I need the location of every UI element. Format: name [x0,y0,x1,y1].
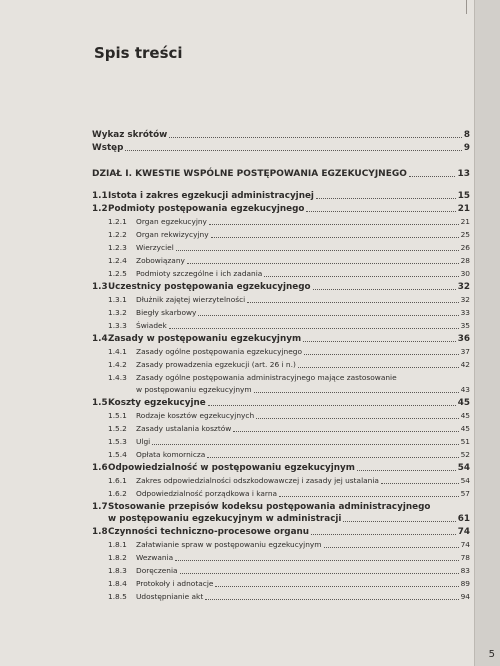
dot-leader [311,534,456,535]
page-edge-strip [474,0,500,666]
toc-entry-number: 1.6 [92,463,108,473]
toc-entry-label [108,423,231,435]
toc-entry-number: 1.8.5 [108,592,127,601]
toc-entry [92,346,470,358]
dot-leader [279,496,459,497]
toc-entry [92,449,470,461]
toc-entry-label [108,255,185,267]
toc-entry-number: 1.2.4 [108,256,127,265]
toc-entry-number: 1.3 [92,282,108,292]
toc-entry-label [108,346,302,358]
toc-entry-text: Dłużnik zajętej wierzytelności [136,295,246,304]
toc-entry-page: 15 [457,191,470,201]
toc-entry-page: 30 [460,269,470,278]
toc-entry-label [108,565,178,577]
dot-leader [209,224,459,225]
toc-entry-page: 8 [463,130,470,140]
toc-entry-page: 52 [460,450,470,459]
toc-entry-page: 32 [460,295,470,304]
toc-entry [92,539,470,551]
toc-entry-label [108,320,167,332]
toc-entry [92,203,470,215]
toc-entry-page: 94 [460,592,470,601]
toc-section-list [92,190,470,371]
page-number: 5 [488,649,495,660]
toc-entry [92,475,470,487]
toc-entry-number: 1.7 [92,502,108,512]
toc-entry-number: 1.4.3 [108,373,127,382]
toc-entry-label [108,539,322,551]
toc-entry-page: 78 [460,553,470,562]
dot-leader [169,137,462,138]
toc-entry-number: 1.2.5 [108,269,127,278]
toc-entry-number: 1.8 [92,527,108,537]
dot-leader [180,573,459,574]
toc-entry-page: 45 [457,398,470,408]
toc-entry-page: 36 [457,334,470,344]
toc-entry-text: Zasady w postępowaniu egzekucyjnym [108,334,302,344]
toc-entry-page: 74 [457,527,470,537]
dot-leader [198,315,458,316]
toc-entry-page: 74 [460,540,470,549]
dot-leader [304,354,459,355]
toc-entry-text: Wierzyciel [136,243,174,252]
toc-entry-text: Świadek [136,321,167,330]
toc-entry-text: Rodzaje kosztów egzekucyjnych [136,411,255,420]
toc-entry-number: 1.2.2 [108,230,127,239]
dot-leader [306,211,455,212]
dot-leader [357,470,456,471]
dot-leader [409,176,456,177]
toc-entry-label [92,526,309,538]
toc-entry-label [108,229,209,241]
toc-entry [92,333,470,345]
toc-entry-number: 1.3.1 [108,295,127,304]
dot-leader [303,341,456,342]
toc-entry-page: 54 [460,476,470,485]
dot-leader [205,599,458,600]
toc-entry-page: 9 [463,143,470,153]
dot-leader [208,405,456,406]
toc-entry-text: Zobowiązany [136,256,185,265]
toc-entry-label [108,436,150,448]
toc-entry-number: 1.2 [92,204,108,214]
toc-entry-text: Odpowiedzialność w postępowaniu egzekucyjnym [108,463,355,473]
toc-entry [92,436,470,448]
toc-entry [92,255,470,267]
toc-entry-number: 1.8.2 [108,553,127,562]
toc-entry-number: 1.5.4 [108,450,127,459]
toc-entry-page: 35 [460,321,470,330]
toc-entry-label [108,578,213,590]
toc-entry-page: 51 [460,437,470,446]
toc-entry-multiline [92,501,470,525]
toc-entry-page: 21 [457,204,470,214]
dot-leader [187,263,459,264]
toc-entry-page: 25 [460,230,470,239]
toc-entry-label [92,462,355,474]
toc-entry-label [92,333,301,345]
toc-entry [92,142,470,154]
toc-entry-label-line2: w postępowaniu egzekucyjnym [136,385,252,394]
dot-leader [247,302,458,303]
toc-entry-text: Podmioty szczególne i ich zadania [136,269,263,278]
toc-entry [92,488,470,500]
toc-entry [92,565,470,577]
toc-entry-text: Wstęp [92,143,124,153]
toc-entry [92,229,470,241]
toc-entry-page: 42 [460,360,470,369]
toc-entry-page: 54 [457,463,470,473]
toc-entry-label [108,268,262,280]
toc-entry-text: Organ egzekucyjny [136,217,207,226]
toc-entry-label [108,359,296,371]
dot-leader [211,237,459,238]
toc-entry-number: 1.8.3 [108,566,127,575]
dot-leader [316,198,456,199]
dot-leader [233,431,458,432]
toc-entry-label [108,449,205,461]
dot-leader [152,444,458,445]
toc-entry-label-line2: w postępowaniu egzekucyjnym w administracji [108,514,342,524]
page-corner-mark [466,0,467,14]
toc-entry-text: Opłata komornicza [136,450,206,459]
toc-entry-page: 33 [460,308,470,317]
toc-section-list [92,526,470,603]
toc-entry-number: 1.4.1 [108,347,127,356]
toc-entry-text: Organ rekwizycyjny [136,230,209,239]
front-matter-list [92,129,470,154]
dot-leader [207,457,458,458]
dot-leader [324,547,459,548]
toc-entry-text: Załatwianie spraw w postępowaniu egzekucyjnym [136,540,322,549]
dot-leader [264,276,458,277]
toc-entry-text: Uczestnicy postępowania egzekucyjnego [108,282,311,292]
toc-entry [92,397,470,409]
dot-leader [176,250,459,251]
toc-entry-number: 1.3.3 [108,321,127,330]
toc-entry-text: Biegły skarbowy [136,308,197,317]
toc-entry [92,359,470,371]
dot-leader [298,367,459,368]
toc-entry-label [108,488,277,500]
toc-entry [92,307,470,319]
toc-entry [92,320,470,332]
toc-entry-page: 32 [457,282,470,292]
toc-entry-number: 1.5.3 [108,437,127,446]
dot-leader [215,586,458,587]
toc-entry [92,129,470,141]
toc-entry-number: 1.1 [92,191,108,201]
toc-entry-text: Istota i zakres egzekucji administracyjnej [108,191,314,201]
dot-leader [175,560,458,561]
toc-entry-label [108,307,196,319]
toc-entry-label [108,591,203,603]
toc-entry-number: 1.4.2 [108,360,127,369]
table-of-contents [92,129,470,604]
dot-leader [169,328,459,329]
toc-entry-number: 1.2.3 [108,243,127,252]
toc-entry-label [108,216,207,228]
toc-entry-label: DZIAŁ I. KWESTIE WSPÓLNE POSTĘPOWANIA EGZEKUCYJNEGO [92,169,407,179]
toc-entry-label [108,294,245,306]
toc-entry-label [92,190,314,202]
toc-entry-number: 1.6.1 [108,476,127,485]
toc-entry [92,462,470,474]
toc-entry-label [108,242,174,254]
dot-leader [343,521,455,522]
toc-section-list [92,397,470,500]
toc-entry-number: 1.3.2 [108,308,127,317]
toc-entry-text: Czynności techniczno-procesowe organu [108,527,310,537]
toc-entry-label [92,281,311,293]
toc-dzial-entry [92,168,470,180]
toc-entry-page: 45 [460,411,470,420]
toc-entry-text: Wezwania [136,553,174,562]
toc-entry-number: 1.5.1 [108,411,127,420]
toc-entry-label [92,203,304,215]
toc-entry-number: 1.6.2 [108,489,127,498]
toc-entry-label [92,397,206,409]
dot-leader [125,150,461,151]
toc-entry-label [108,552,173,564]
dot-leader [256,418,458,419]
toc-entry [92,552,470,564]
toc-entry-page: 37 [460,347,470,356]
dot-leader [381,483,459,484]
toc-entry [92,190,470,202]
toc-entry-text: Koszty egzekucyjne [108,398,206,408]
toc-entry-page: 83 [460,566,470,575]
toc-entry-page: 21 [460,217,470,226]
toc-entry-page: 28 [460,256,470,265]
toc-entry [92,591,470,603]
toc-entry-text: Zasady ogólne postępowania egzekucyjnego [136,347,303,356]
toc-entry-page: 45 [460,424,470,433]
toc-entry-page: 26 [460,243,470,252]
toc-entry-text: Wykaz skrótów [92,130,168,140]
toc-entry-label [92,142,123,154]
toc-entry-text: Zasady ustalania kosztów [136,424,232,433]
toc-entry-page: 43 [460,385,470,394]
toc-entry [92,526,470,538]
dot-leader [254,392,459,393]
toc-entry-label [92,129,167,141]
toc-entry-label-line1: Zasady ogólne postępowania administracyjnego mające zastosowanie [136,373,397,382]
toc-entry-text: Protokoły i adnotacje [136,579,214,588]
dot-leader [313,289,456,290]
toc-entry [92,410,470,422]
toc-entry-number: 1.5.2 [108,424,127,433]
toc-entry-multiline [92,372,470,396]
toc-entry-label [108,475,379,487]
toc-entry-number: 1.8.1 [108,540,127,549]
toc-entry-page: 57 [460,489,470,498]
toc-entry-text: Doręczenia [136,566,178,575]
toc-entry [92,423,470,435]
toc-entry-number: 1.2.1 [108,217,127,226]
toc-entry-text: Odpowiedzialność porządkowa i karna [136,489,278,498]
toc-entry-number: 1.8.4 [108,579,127,588]
toc-entry-text: Zasady prowadzenia egzekucji (art. 26 i n.) [136,360,296,369]
page-title: Spis treści [94,44,183,62]
toc-entry-page: 61 [457,514,470,524]
toc-entry [92,578,470,590]
toc-entry-label [108,410,254,422]
toc-entry [92,216,470,228]
toc-entry-number: 1.5 [92,398,108,408]
toc-entry-label-line1: Stosowanie przepisów kodeksu postępowania administracyjnego [108,502,431,512]
toc-entry-page: 13 [457,169,470,179]
toc-entry-text: Zakres odpowiedzialności odszkodowawczej i zasady jej ustalania [136,476,379,485]
toc-entry [92,281,470,293]
toc-entry [92,268,470,280]
toc-entry-text: Udostępnianie akt [136,592,204,601]
toc-entry [92,294,470,306]
toc-entry-page: 89 [460,579,470,588]
toc-entry-text: Podmioty postępowania egzekucyjnego [108,204,305,214]
toc-entry-number: 1.4 [92,334,108,344]
toc-entry [92,242,470,254]
toc-entry-text: Ulgi [136,437,151,446]
